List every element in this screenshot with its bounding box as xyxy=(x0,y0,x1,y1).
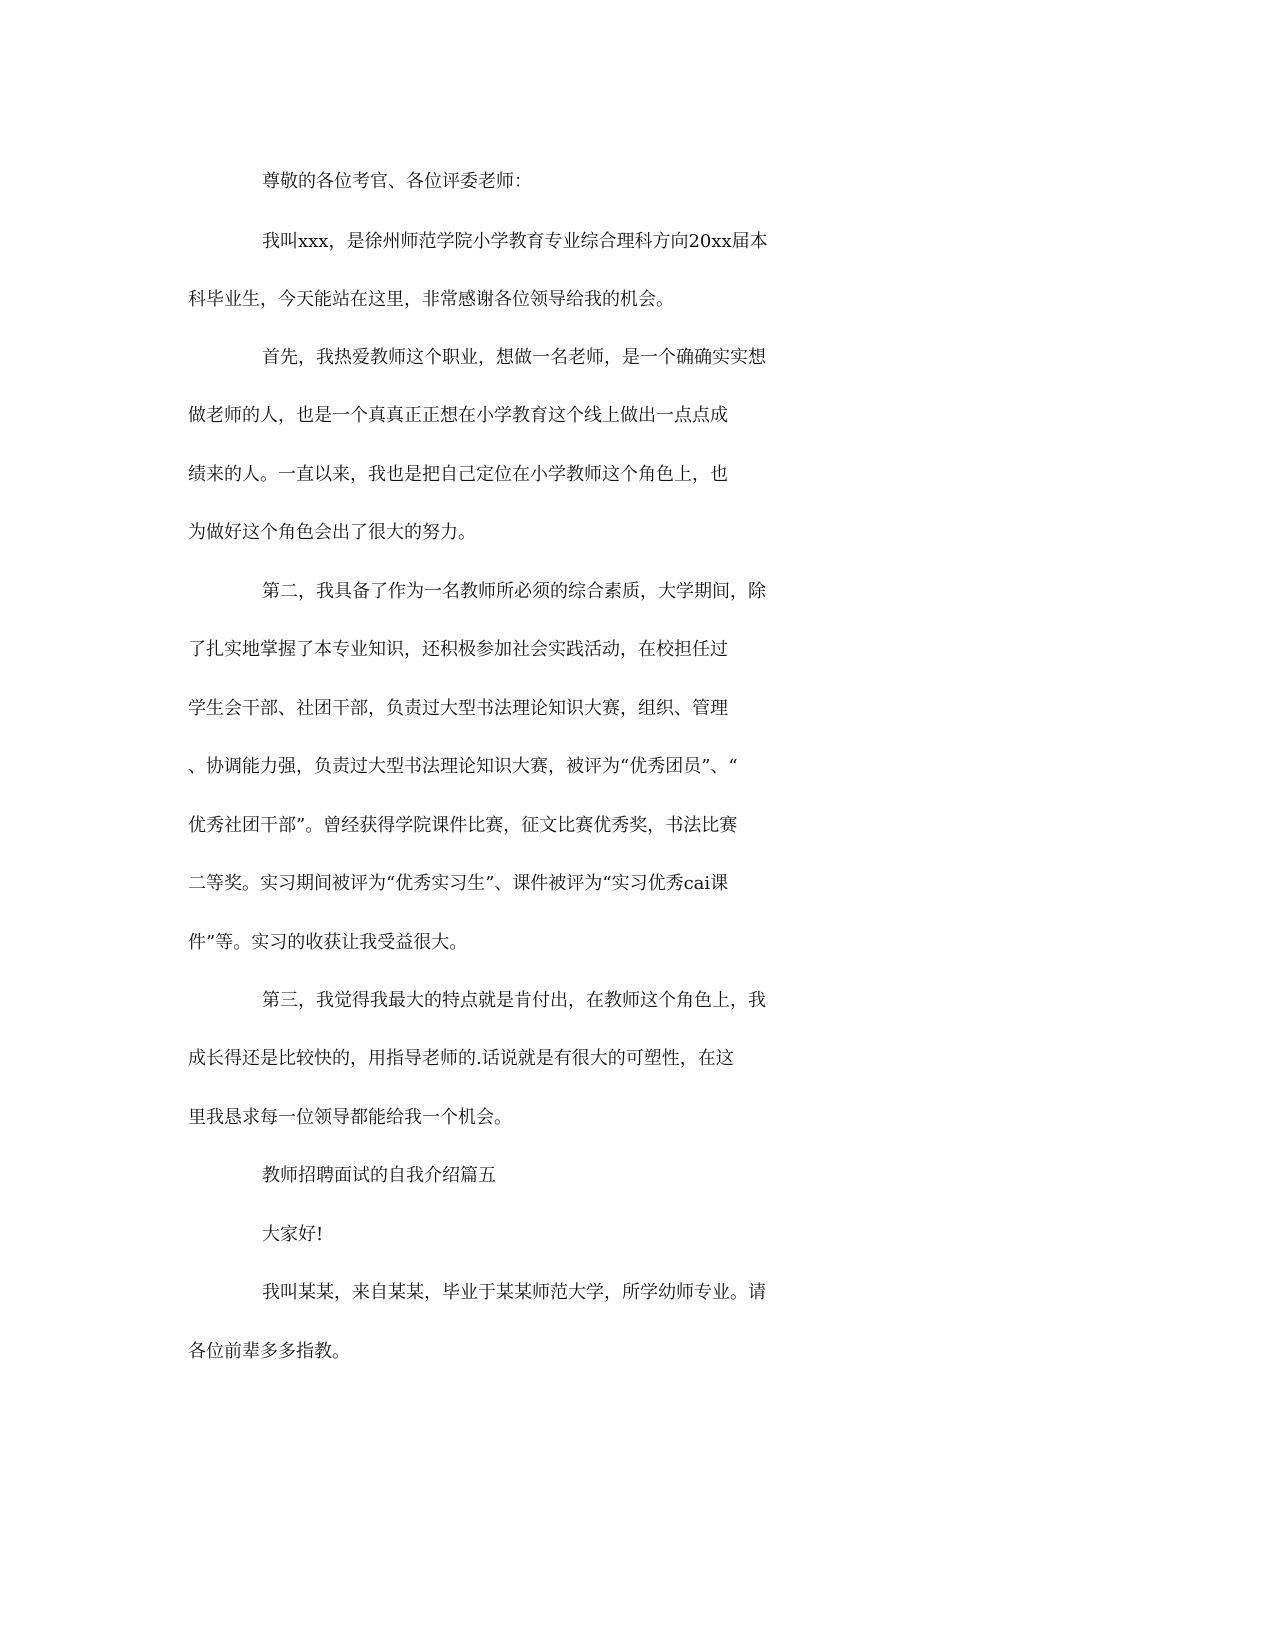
paragraph-4-line-3: 里我恳求每一位领导都能给我一个机会。 xyxy=(188,1107,512,1128)
section-heading: 教师招聘面试的自我介绍篇五 xyxy=(262,1165,496,1186)
paragraph-5-line-1: 我叫某某，来自某某，毕业于某某师范大学，所学幼师专业。请 xyxy=(262,1282,766,1303)
paragraph-3-line-7: 件”等。实习的收获让我受益很大。 xyxy=(188,932,468,953)
paragraph-3-line-6: 二等奖。实习期间被评为“优秀实习生”、课件被评为“实习优秀cai课 xyxy=(188,873,729,894)
paragraph-2-line-3: 绩来的人。一直以来，我也是把自己定位在小学教师这个角色上，也 xyxy=(188,464,728,485)
paragraph-1-line-2: 科毕业生，今天能站在这里，非常感谢各位领导给我的机会。 xyxy=(188,289,674,310)
paragraph-3-line-4: 、协调能力强，负责过大型书法理论知识大赛，被评为“优秀团员”、“ xyxy=(188,756,738,777)
paragraph-2-line-4: 为做好这个角色会出了很大的努力。 xyxy=(188,522,476,543)
paragraph-4-line-2: 成长得还是比较快的，用指导老师的.话说就是有很大的可塑性，在这 xyxy=(188,1048,734,1069)
paragraph-4-line-1: 第三，我觉得我最大的特点就是肯付出，在教师这个角色上，我 xyxy=(262,990,766,1011)
paragraph-3-line-3: 学生会干部、社团干部，负责过大型书法理论知识大赛，组织、管理 xyxy=(188,698,728,719)
paragraph-3-line-2: 了扎实地掌握了本专业知识，还积极参加社会实践活动，在校担任过 xyxy=(188,639,728,660)
paragraph-3-line-1: 第二，我具备了作为一名教师所必须的综合素质，大学期间，除 xyxy=(262,581,766,602)
paragraph-3-line-5: 优秀社团干部”。曾经获得学院课件比赛，征文比赛优秀奖，书法比赛 xyxy=(188,815,738,836)
paragraph-1-line-1: 我叫xxx，是徐州师范学院小学教育专业综合理科方向20xx届本 xyxy=(262,231,768,252)
paragraph-2-line-2: 做老师的人，也是一个真真正正想在小学教育这个线上做出一点点成 xyxy=(188,405,728,426)
salutation-line: 尊敬的各位考官、各位评委老师： xyxy=(262,171,532,192)
paragraph-2-line-1: 首先，我热爱教师这个职业，想做一名老师，是一个确确实实想 xyxy=(262,347,766,368)
paragraph-5-line-2: 各位前辈多多指教。 xyxy=(188,1341,350,1362)
greeting-line: 大家好! xyxy=(262,1224,324,1245)
